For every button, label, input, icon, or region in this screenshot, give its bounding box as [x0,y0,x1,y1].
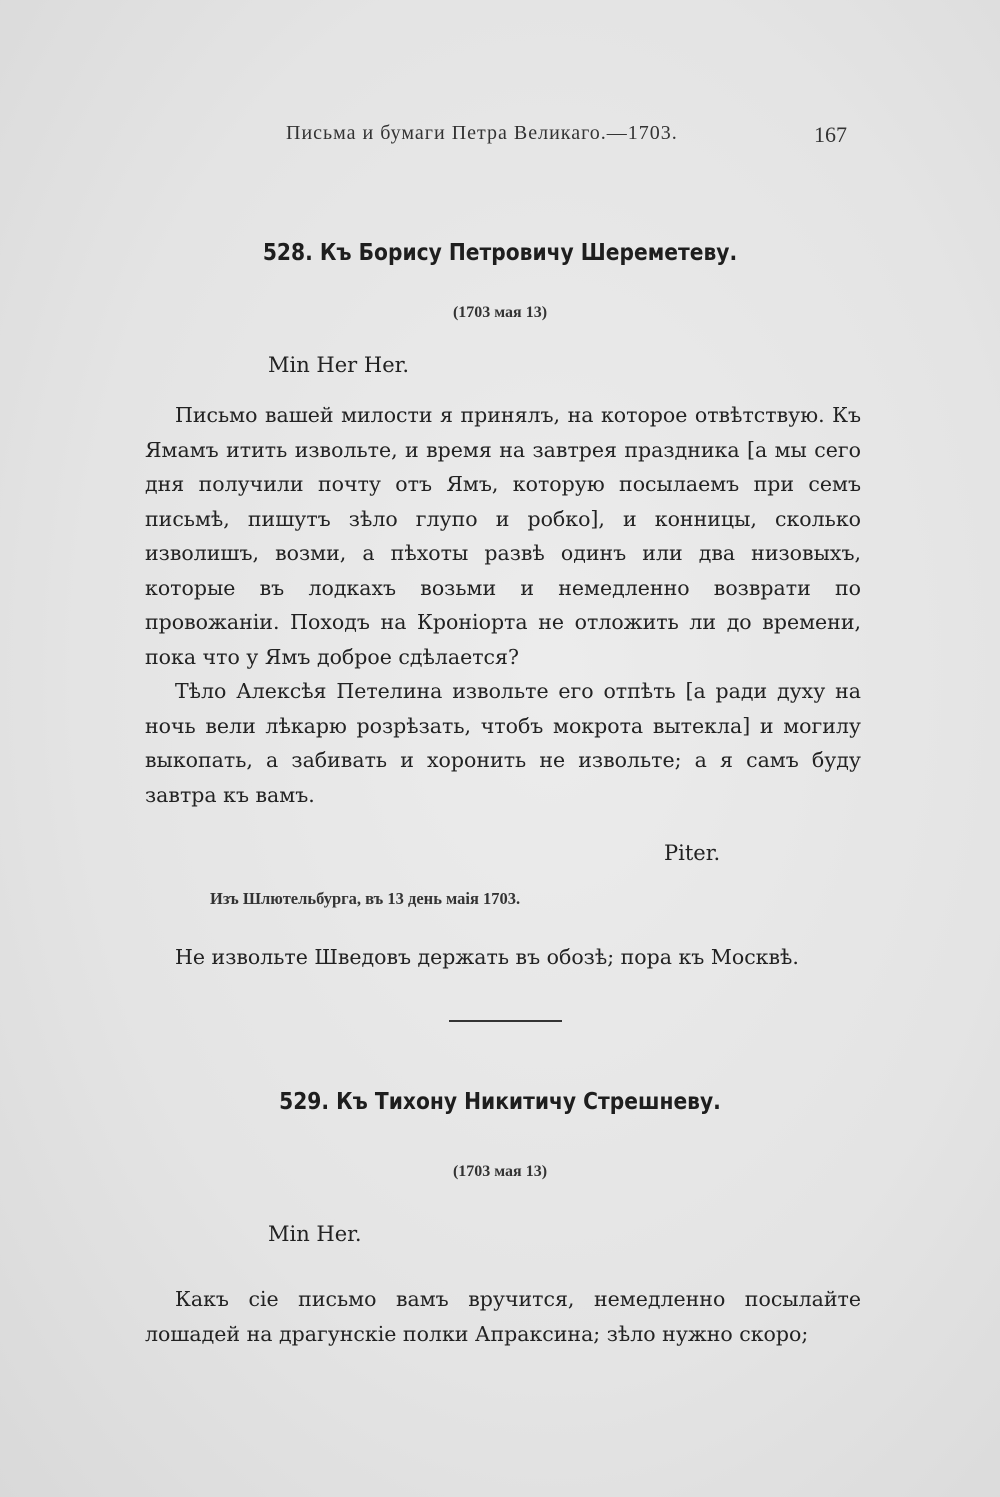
letter-529-title: 529. Къ Тихону Никитичу Стрешневу. [279,1089,721,1115]
letter-528-place-date: Изъ Шлютельбурга, въ 13 день маія 1703. [210,889,521,908]
page-number: 167 [814,122,847,147]
letter-529-date: (1703 мая 13) [452,1163,548,1180]
letter-528-paragraph-1: Письмо вашей милости я принялъ, на которое отвѣтствую. Къ Ямамъ итить извольте, и время на завтрея праздника [а мы сего дня получили почту отъ Ямъ, которую посылаемъ при семъ письмѣ, пишутъ зѣло глупо и робко], и конницы, сколько изволишъ, возми, а пѣхоты развѣ одинъ или два низовыхъ, которые въ лодкахъ возьми и немедленно возврати по провожаніи. Походъ на Кроніорта не отложить ли до времени, пока что у Ямъ доброе сдѣлается? [145,403,861,669]
letter-528-postscript: Не извольте Шведовъ держать въ обозѣ; пора къ Москвѣ. [175,945,799,969]
letter-528-body [145,398,861,812]
letter-529-paragraph-1: Какъ сіе письмо вамъ вручится, немедленно посылайте лошадей на драгунскіе полки Апраксина; зѣло нужно скоро; [145,1287,861,1346]
letter-528-date: (1703 мая 13) [452,304,548,321]
section-divider [449,1020,562,1022]
letter-529-salutation: Min Her. [268,1222,362,1246]
letter-528-title: 528. Къ Борису Петровичу Шереметеву. [262,240,738,266]
letter-528-signature: Piter. [664,841,721,865]
letter-528-paragraph-2: Тѣло Алексѣя Петелина извольте его отпѣть [а ради духу на ночь вели лѣкарю розрѣзать, чтобъ мокрота вытекла] и могилу выкопать, а забивать и хоронить не извольте; а я самъ буду завтра къ вамъ. [145,679,861,807]
running-header: Письма и бумаги Петра Великаго.—1703. [286,122,678,144]
letter-529-body [145,1282,861,1351]
letter-528-salutation: Min Her Her. [268,353,410,377]
